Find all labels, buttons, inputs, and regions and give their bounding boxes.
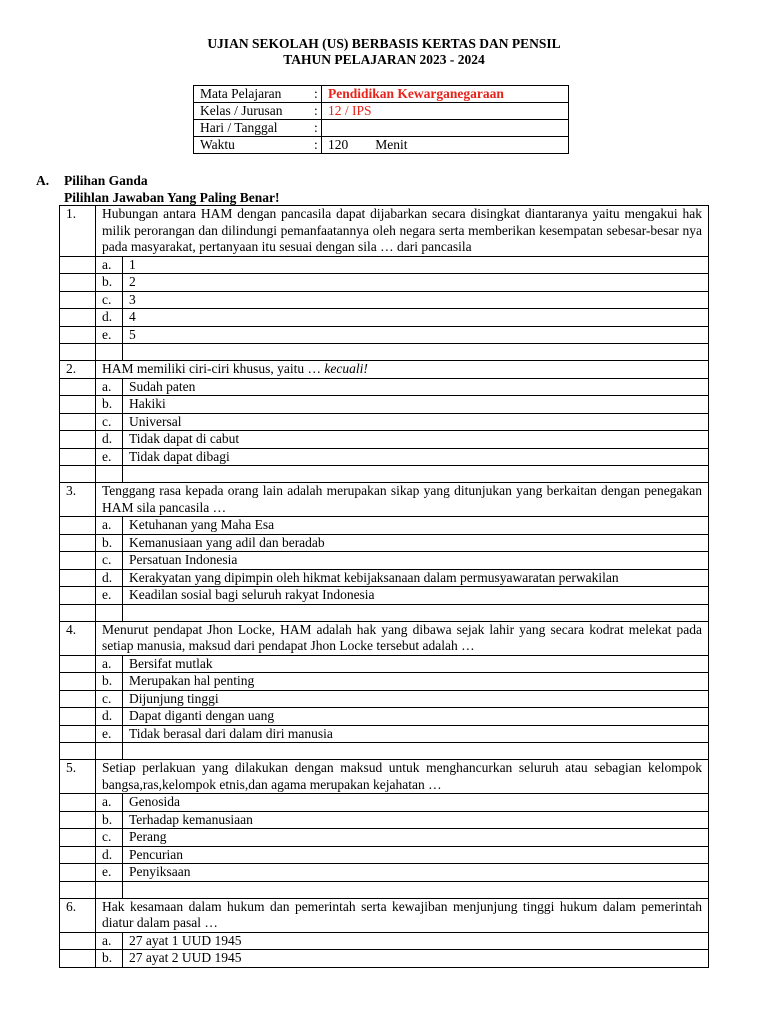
option-text: Tidak dapat dibagi [123, 448, 709, 466]
answer-option [60, 552, 709, 570]
option-spacer [60, 829, 96, 847]
section-heading [36, 172, 148, 189]
option-letter: a. [96, 932, 123, 950]
question-text-main: Tenggang rasa kepada orang lain adalah merupakan sikap yang ditunjukan yang berkaitan dengan penegakan HAM sila pancasila … [102, 483, 702, 515]
option-text: Sudah paten [123, 378, 709, 396]
option-spacer [60, 326, 96, 344]
info-colon: : [311, 103, 322, 120]
info-label: Kelas / Jurusan [194, 103, 312, 120]
option-spacer [60, 569, 96, 587]
option-spacer [60, 552, 96, 570]
question-row [60, 760, 709, 794]
question-text [96, 483, 709, 517]
answer-option [60, 829, 709, 847]
option-spacer [60, 655, 96, 673]
answer-option [60, 378, 709, 396]
option-text: 1 [123, 256, 709, 274]
option-spacer [60, 274, 96, 292]
option-letter: c. [96, 413, 123, 431]
section-title: Pilihan Ganda [64, 173, 148, 188]
option-text: Terhadap kemanusiaan [123, 811, 709, 829]
spacer-cell [60, 881, 96, 898]
option-spacer [60, 309, 96, 327]
answer-option [60, 274, 709, 292]
question-text-main: Hak kesamaan dalam hukum dan pemerintah serta kewajiban menjunjung tinggi hukum dalam pemerintah diatur dalam pasal … [102, 898, 702, 930]
option-text: Keadilan sosial bagi seluruh rakyat Indonesia [123, 587, 709, 605]
option-spacer [60, 378, 96, 396]
option-letter: a. [96, 655, 123, 673]
option-letter: e. [96, 725, 123, 743]
answer-option [60, 309, 709, 327]
option-text: Dapat diganti dengan uang [123, 708, 709, 726]
option-letter: b. [96, 534, 123, 552]
spacer-cell [60, 743, 96, 760]
option-spacer [60, 846, 96, 864]
exam-header [0, 36, 768, 68]
option-spacer [60, 396, 96, 414]
section-instruction: Pilihlan Jawaban Yang Paling Benar! [64, 190, 280, 205]
option-letter: e. [96, 448, 123, 466]
option-text: Ketuhanan yang Maha Esa [123, 517, 709, 535]
option-text: Persatuan Indonesia [123, 552, 709, 570]
answer-option [60, 811, 709, 829]
info-value: Pendidikan Kewarganegaraan [322, 86, 569, 103]
option-letter: c. [96, 829, 123, 847]
option-spacer [60, 690, 96, 708]
info-row [194, 86, 569, 103]
option-letter: d. [96, 846, 123, 864]
option-text: 27 ayat 1 UUD 1945 [123, 932, 709, 950]
answer-option [60, 256, 709, 274]
option-letter: b. [96, 811, 123, 829]
spacer-cell [96, 344, 123, 361]
spacer-cell [123, 743, 709, 760]
option-text: Perang [123, 829, 709, 847]
option-spacer [60, 448, 96, 466]
option-letter: c. [96, 690, 123, 708]
answer-option [60, 291, 709, 309]
option-letter: a. [96, 794, 123, 812]
info-value: 120 Menit [322, 137, 569, 154]
option-text: 27 ayat 2 UUD 1945 [123, 950, 709, 968]
option-spacer [60, 725, 96, 743]
question-text-main: HAM memiliki ciri-ciri khusus, yaitu … [102, 361, 325, 376]
question-number: 5. [60, 760, 96, 794]
option-text: Tidak dapat di cabut [123, 431, 709, 449]
option-letter: a. [96, 517, 123, 535]
spacer-cell [96, 743, 123, 760]
answer-option [60, 932, 709, 950]
answer-option [60, 950, 709, 968]
answer-option [60, 673, 709, 691]
option-spacer [60, 291, 96, 309]
option-text: Hakiki [123, 396, 709, 414]
answer-option [60, 708, 709, 726]
question-text [96, 760, 709, 794]
info-label: Hari / Tanggal [194, 120, 312, 137]
answer-option [60, 326, 709, 344]
answer-option [60, 725, 709, 743]
option-spacer [60, 708, 96, 726]
spacer-cell [123, 466, 709, 483]
question-text-emphasis: kecuali! [324, 361, 368, 376]
option-text: Merupakan hal penting [123, 673, 709, 691]
question-text-main: Hubungan antara HAM dengan pancasila dapat dijabarkan secara disingkat diantaranya yaitu mengakui hak milik perorangan dan dilindungi pemanfaatannya oleh negara serta memberikan kesempatan sebesar-besar nya pada masyarakat, pertanyaan itu sesuai dengan sila … dari pancasila [102, 206, 702, 254]
option-letter: a. [96, 256, 123, 274]
option-letter: d. [96, 708, 123, 726]
spacer-cell [60, 344, 96, 361]
option-spacer [60, 587, 96, 605]
option-letter: e. [96, 587, 123, 605]
spacer-cell [123, 881, 709, 898]
question-row [60, 898, 709, 932]
answer-option [60, 690, 709, 708]
option-spacer [60, 413, 96, 431]
answer-option [60, 517, 709, 535]
option-text: Tidak berasal dari dalam diri manusia [123, 725, 709, 743]
option-letter: b. [96, 950, 123, 968]
question-number: 2. [60, 361, 96, 379]
option-spacer [60, 811, 96, 829]
option-spacer [60, 534, 96, 552]
section-letter: A. [36, 173, 50, 188]
option-text: Kemanusiaan yang adil dan beradab [123, 534, 709, 552]
spacer-row [60, 743, 709, 760]
option-text: Bersifat mutlak [123, 655, 709, 673]
spacer-cell [96, 604, 123, 621]
option-spacer [60, 932, 96, 950]
spacer-row [60, 466, 709, 483]
option-text: Genosida [123, 794, 709, 812]
answer-option [60, 655, 709, 673]
option-text: Dijunjung tinggi [123, 690, 709, 708]
spacer-row [60, 881, 709, 898]
option-text: Universal [123, 413, 709, 431]
option-spacer [60, 431, 96, 449]
exam-year: TAHUN PELAJARAN 2023 - 2024 [283, 52, 485, 67]
question-row [60, 483, 709, 517]
answer-option [60, 413, 709, 431]
spacer-row [60, 604, 709, 621]
question-number: 1. [60, 206, 96, 257]
option-text: Penyiksaan [123, 864, 709, 882]
option-letter: b. [96, 396, 123, 414]
answer-option [60, 534, 709, 552]
spacer-cell [123, 344, 709, 361]
answer-option [60, 587, 709, 605]
info-label: Waktu [194, 137, 312, 154]
question-text-main: Menurut pendapat Jhon Locke, HAM adalah hak yang dibawa sejak lahir yang secara kodrat melekat pada setiap manusia, maksud dari pendapat Jhon Locke tersebut adalah … [102, 621, 702, 653]
question-row [60, 621, 709, 655]
spacer-cell [60, 466, 96, 483]
info-colon: : [311, 137, 322, 154]
info-label: Mata Pelajaran [194, 86, 312, 103]
answer-option [60, 448, 709, 466]
question-number: 3. [60, 483, 96, 517]
question-text [96, 621, 709, 655]
info-row [194, 137, 569, 154]
question-text-main: Setiap perlakuan yang dilakukan dengan maksud untuk menghancurkan seluruh atau sebagian kelompok bangsa,ras,kelompok etnis,dan agama merupakan kejahatan … [102, 760, 702, 792]
option-text: Pencurian [123, 846, 709, 864]
info-colon: : [311, 86, 322, 103]
info-row [194, 103, 569, 120]
option-spacer [60, 864, 96, 882]
answer-option [60, 864, 709, 882]
option-letter: d. [96, 431, 123, 449]
answer-option [60, 396, 709, 414]
option-spacer [60, 794, 96, 812]
option-text: 5 [123, 326, 709, 344]
option-spacer [60, 256, 96, 274]
spacer-cell [96, 881, 123, 898]
exam-title: UJIAN SEKOLAH (US) BERBASIS KERTAS DAN PENSIL [207, 36, 561, 51]
info-value: 12 / IPS [322, 103, 569, 120]
question-number: 4. [60, 621, 96, 655]
info-table [193, 85, 569, 154]
option-letter: e. [96, 326, 123, 344]
option-letter: c. [96, 552, 123, 570]
question-text [96, 206, 709, 257]
option-letter: c. [96, 291, 123, 309]
answer-option [60, 569, 709, 587]
spacer-cell [123, 604, 709, 621]
option-letter: a. [96, 378, 123, 396]
option-spacer [60, 517, 96, 535]
answer-option [60, 794, 709, 812]
option-letter: b. [96, 673, 123, 691]
spacer-cell [96, 466, 123, 483]
question-row [60, 361, 709, 379]
option-letter: d. [96, 309, 123, 327]
option-spacer [60, 673, 96, 691]
answer-option [60, 431, 709, 449]
option-text: Kerakyatan yang dipimpin oleh hikmat kebijaksanaan dalam permusyawaratan perwakilan [123, 569, 709, 587]
option-text: 3 [123, 291, 709, 309]
question-text [96, 898, 709, 932]
questions-table [59, 205, 709, 968]
option-text: 4 [123, 309, 709, 327]
answer-option [60, 846, 709, 864]
question-text [96, 361, 709, 379]
option-letter: e. [96, 864, 123, 882]
question-row [60, 206, 709, 257]
info-value [322, 120, 569, 137]
question-number: 6. [60, 898, 96, 932]
option-spacer [60, 950, 96, 968]
info-row [194, 120, 569, 137]
spacer-cell [60, 604, 96, 621]
spacer-row [60, 344, 709, 361]
option-letter: b. [96, 274, 123, 292]
info-colon: : [311, 120, 322, 137]
option-letter: d. [96, 569, 123, 587]
option-text: 2 [123, 274, 709, 292]
